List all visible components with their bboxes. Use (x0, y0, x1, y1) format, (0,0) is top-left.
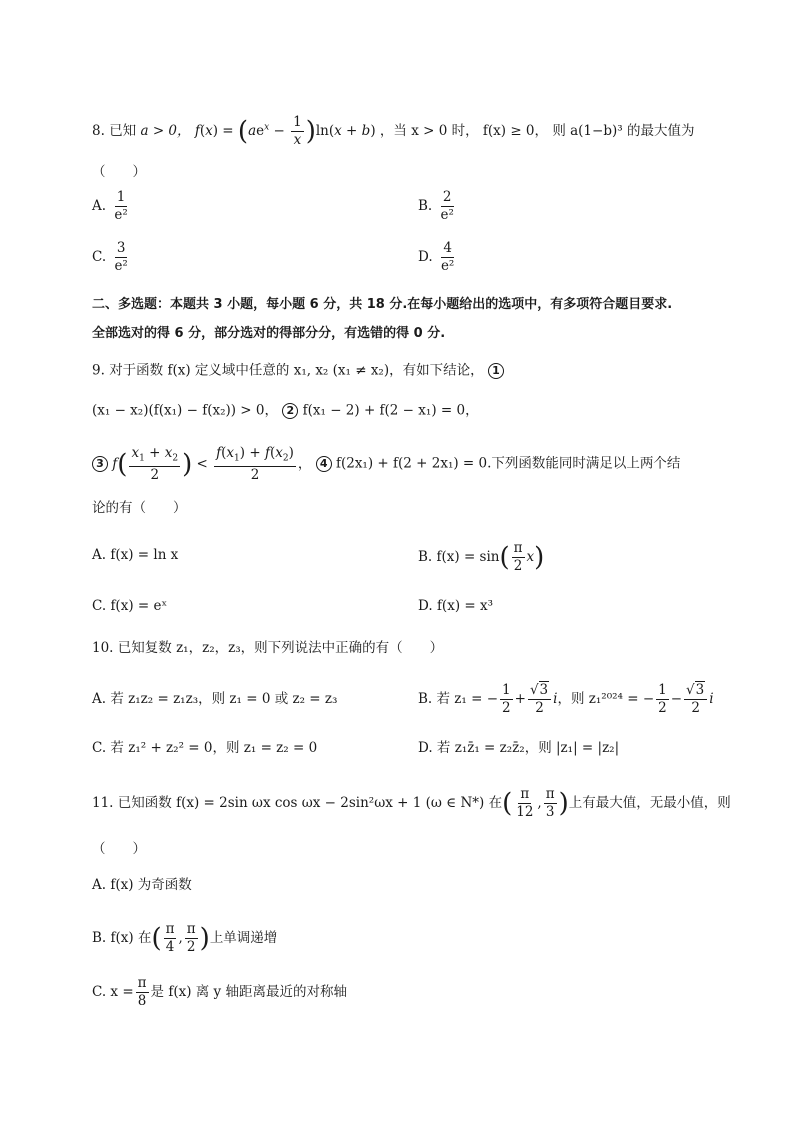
q11-option-b-prefix: B. f(x) 在 (92, 929, 152, 946)
q8-option-b[interactable] (418, 190, 458, 223)
q10-option-d[interactable]: D. 若 z₁z̄₁ = z₂z̄₂，则 |z₁| = |z₂| (418, 740, 620, 756)
q8-option-d-den: e² (440, 257, 455, 274)
q9-conditions-3-4 (92, 446, 680, 482)
q10-option-c[interactable]: C. 若 z₁² + z₂² = 0，则 z₁ = z₂ = 0 (92, 740, 318, 756)
q8-option-c[interactable] (92, 241, 132, 274)
q8-option-b-label: B. (418, 197, 433, 214)
q10-option-b-prefix: B. 若 z₁ = − (418, 690, 499, 707)
section2-line2: 全部选对的得 6 分，部分选对的得部分分，有选错的得 0 分. (92, 326, 446, 341)
q8-paren: （ ） (92, 164, 146, 180)
q9-option-d[interactable] (418, 600, 493, 614)
q9-option-d-label: D. (418, 598, 433, 614)
q9-option-a-label: A. (92, 547, 107, 563)
condition-1-marker: 1 (488, 363, 504, 379)
q9-option-d-text: f(x) = x³ (436, 598, 494, 614)
q9-option-a[interactable] (92, 549, 178, 563)
q9-intro: 对于函数 f(x) 定义域中任意的 x₁, x₂ (x₁ ≠ x₂)，有如下结论， (109, 362, 484, 379)
q8-option-a-label: A. (92, 197, 107, 214)
q8-option-d-value (439, 241, 456, 274)
q9-stem (92, 363, 504, 379)
q10-stem-text: 已知复数 z₁，z₂，z₃，则下列说法中正确的有（ ） (117, 640, 444, 656)
q8-option-a-num: 1 (116, 189, 126, 205)
q8-stem (92, 115, 694, 148)
q9-condition-1: (x₁ − x₂)(f(x₁) − f(x₂)) > 0， (92, 402, 279, 419)
q9-option-b-text: f(x) = sin (436, 548, 500, 565)
q11-paren: （ ） (92, 841, 146, 857)
q9-number: 9. (92, 362, 105, 379)
condition-4-marker: 4 (316, 456, 332, 472)
q8-when: ，当 x > 0 时， (379, 122, 479, 139)
q11-option-b[interactable]: B. f(x) 在( $\frac{\pi}{4}$ , $\frac{\pi}{2}$ )上单调递增 (92, 921, 278, 955)
q8-stem-text: 已知 (109, 122, 137, 139)
q10-option-a[interactable]: A. 若 z₁z₂ = z₁z₃，则 z₁ = 0 或 z₂ = z₃ (92, 691, 338, 707)
q8-option-c-den: e² (114, 257, 128, 274)
section2-line1: 二、多选题：本题共 3 小题，每小题 6 分，共 18 分.在每小题给出的选项中，有多项符合题目要求. (92, 297, 673, 312)
q9-option-c[interactable] (92, 600, 167, 614)
q8-option-d[interactable] (418, 241, 458, 274)
q11-option-b-tail: 上单调递增 (209, 929, 278, 946)
q9-tail2: 论的有（ ） (92, 500, 187, 516)
q9-condition-4: f(2x₁) + f(2 + 2x₁) = 0 (335, 455, 488, 472)
q10-option-b[interactable]: B. 若 z₁ = − $\frac{1}{2}$ + $\frac{√3}{2}$ i，则 z₁²⁰²⁴ = − $\frac{1}{2}$ − $\frac{√3}{2}$ i (418, 682, 714, 716)
q8-option-d-num: 4 (443, 240, 452, 256)
q10-option-b-middle: ，则 z₁²⁰²⁴ = − (557, 690, 655, 707)
q9-condition-3: f( $\frac{x_1 + x_2}{2}$ ) < $\frac{f(x_1) + f(x_2)}{2}$ ， (112, 445, 312, 483)
q8-option-a-value (112, 190, 129, 223)
condition-2-marker: 2 (282, 403, 298, 419)
q8-option-c-num: 3 (116, 240, 126, 256)
q8-option-c-label: C. (92, 248, 107, 265)
q8-function: $f(x) = (ae^x$ − $\frac{1}{x}$ )ln(x + b) (194, 114, 376, 148)
q8-inequality: f(x) ≥ 0， (482, 122, 549, 139)
q8-option-b-num: 2 (442, 189, 452, 205)
q11-number: 11. (92, 794, 114, 811)
q11-stem-tail: 上有最大值，无最小值，则 (568, 794, 731, 811)
q11-stem-text: 已知函数 f(x) = 2sin ωx cos ωx − 2sin²ωx + 1 (ω ∈ N*) 在 (117, 794, 503, 811)
q9-conditions-1-2 (92, 403, 479, 419)
q8-option-a[interactable] (92, 190, 132, 223)
q11-stem: 11. 已知函数 f(x) = 2sin ωx cos ωx − 2sin²ωx + 1 (ω ∈ N*) 在( $\frac{\pi}{12}$ , $\frac{\pi}{3}$ )上有最大值，无最小值，则 (92, 786, 731, 820)
q8-option-b-den: e² (440, 206, 454, 223)
q9-option-b[interactable]: B. f(x) = sin( $\frac{\pi}{2}$ x) (418, 540, 545, 574)
q10-number: 10. (92, 640, 114, 656)
q8-option-a-den: e² (114, 206, 128, 223)
q11-option-c[interactable]: C. x = $\frac{\pi}{8}$ 是 f(x) 离 y 轴距离最近的对称轴 (92, 975, 347, 1009)
q8-option-d-label: D. (418, 248, 433, 265)
condition-3-marker: 3 (92, 456, 108, 472)
q9-condition-2: f(x₁ − 2) + f(2 − x₁) = 0， (302, 402, 479, 419)
q8-number: 8. (92, 122, 105, 139)
q9-option-c-label: C. (92, 598, 107, 614)
q9-option-b-label: B. (418, 548, 433, 565)
q8-option-b-value (439, 190, 456, 223)
q10-stem (92, 642, 443, 656)
q8-then: 则 a(1−b)³ 的最大值为 (552, 122, 695, 139)
q11-option-a[interactable]: A. f(x) 为奇函数 (92, 877, 192, 893)
q11-option-c-tail: 是 f(x) 离 y 轴距离最近的对称轴 (150, 983, 347, 1000)
q8-condition: a > 0， (140, 122, 191, 139)
q9-option-a-text: f(x) = ln x (110, 547, 179, 563)
q9-option-c-text: f(x) = eˣ (110, 598, 168, 614)
q11-option-c-prefix: C. x = (92, 983, 134, 1000)
q8-option-c-value (112, 241, 129, 274)
q9-tail: .下列函数能同时满足以上两个结 (487, 455, 681, 472)
